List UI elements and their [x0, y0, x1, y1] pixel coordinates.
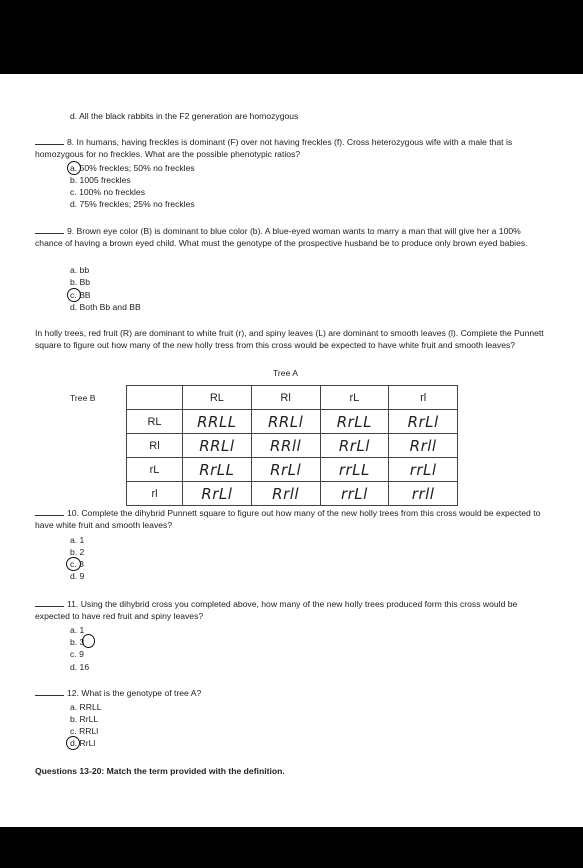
- punnett-corner: [127, 386, 183, 410]
- punnett-cell: rrLl: [320, 482, 389, 506]
- q10-option-d: d. 9: [70, 571, 85, 581]
- punnett-cell: RrLL: [183, 458, 252, 482]
- row-header: Rl: [127, 434, 183, 458]
- q12-option-c: c. RRLl: [70, 726, 99, 736]
- answer-circle: [66, 736, 80, 750]
- q9-text: [35, 225, 549, 250]
- q12-option-a: a. RRLL: [70, 702, 102, 712]
- q11-option-a: a. 1: [70, 625, 85, 635]
- punnett-row: [127, 458, 458, 482]
- punnett-cell: RRLL: [183, 410, 252, 434]
- q7-option-d: d. All the black rabbits in the F2 generation are homozygous: [70, 111, 299, 121]
- q8-option-c: c. 100% no freckles: [70, 187, 145, 197]
- q10-text: [35, 507, 549, 532]
- q12-question: 12. What is the genotype of tree A?: [67, 688, 202, 698]
- answer-blank[interactable]: [35, 598, 64, 607]
- punnett-square: [126, 385, 458, 506]
- q11-option-d: d. 16: [70, 662, 90, 672]
- section-heading: Questions 13-20: Match the term provided with the definition.: [35, 766, 285, 776]
- col-header: rL: [320, 386, 389, 410]
- punnett-cell: RrLl: [320, 434, 389, 458]
- q12-option-d: d. RrLl: [70, 738, 96, 748]
- q11-option-b: b. 3: [70, 637, 85, 647]
- q10-option-c: c. 3: [70, 559, 84, 569]
- q11-option-c: c. 9: [70, 649, 84, 659]
- tree-a-label: Tree A: [273, 368, 298, 378]
- punnett-cell: RrLl: [251, 458, 320, 482]
- answer-blank[interactable]: [35, 507, 64, 516]
- punnett-cell: Rrll: [251, 482, 320, 506]
- row-header: RL: [127, 410, 183, 434]
- row-header: rl: [127, 482, 183, 506]
- q10-option-a: a. 1: [70, 535, 85, 545]
- answer-circle: [82, 634, 95, 648]
- q8-option-a: a. 50% freckles; 50% no freckles: [70, 163, 195, 173]
- q9-option-c: c. BB: [70, 290, 91, 300]
- punnett-cell: rrLL: [320, 458, 389, 482]
- row-header: rL: [127, 458, 183, 482]
- q9-option-b: b. Bb: [70, 277, 91, 287]
- answer-blank[interactable]: [35, 136, 64, 145]
- punnett-cell: RrLL: [320, 410, 389, 434]
- holly-intro: In holly trees, red fruit (R) are dominant to white fruit (r), and spiny leaves (L) are dominant to smooth leaves (l). Complete the Punnett square to figure out how many of the new holly tress from this cross would be expected to have white fruit and smooth leaves?: [35, 328, 544, 351]
- bottom-black-bar: [0, 827, 583, 868]
- top-black-bar: [0, 0, 583, 74]
- punnett-cell: RrLl: [183, 482, 252, 506]
- col-header: RL: [183, 386, 252, 410]
- q11-question: 11. Using the dihybrid cross you completed above, how many of the new holly trees produced form this cross would be expected to have red fruit and spiny leaves?: [35, 599, 518, 622]
- punnett-row: [127, 434, 458, 458]
- answer-blank[interactable]: [35, 225, 64, 234]
- q12-text: [35, 687, 549, 699]
- q12-option-b: b. RrLL: [70, 714, 99, 724]
- q9-option-a: a. bb: [70, 265, 90, 275]
- punnett-cell: RRLl: [183, 434, 252, 458]
- q8-option-d: d. 75% freckles; 25% no freckles: [70, 199, 195, 209]
- col-header: Rl: [251, 386, 320, 410]
- q11-text: [35, 598, 549, 623]
- col-header: rl: [389, 386, 458, 410]
- answer-blank[interactable]: [35, 687, 64, 696]
- punnett-row: [127, 482, 458, 506]
- q9-question: 9. Brown eye color (B) is dominant to blue color (b). A blue-eyed woman wants to marry a man that will give her a 100% chance of having a brown eyed child. What must the genotype of the prospective husband be to produce only brown eyed babies.: [35, 226, 528, 249]
- punnett-cell: rrll: [389, 482, 458, 506]
- q9-option-d: d. Both Bb and BB: [70, 302, 141, 312]
- answer-circle: [67, 288, 81, 302]
- punnett-row: [127, 410, 458, 434]
- punnett-cell: Rrll: [389, 434, 458, 458]
- punnett-cell: rrLl: [389, 458, 458, 482]
- q10-option-b: b. 2: [70, 547, 85, 557]
- answer-circle: [66, 557, 81, 571]
- tree-b-label: Tree B: [70, 393, 96, 403]
- punnett-cell: RrLl: [389, 410, 458, 434]
- punnett-cell: RRLl: [251, 410, 320, 434]
- punnett-header-row: [127, 386, 458, 410]
- q8-text: [35, 136, 549, 161]
- q8-question: 8. In humans, having freckles is dominant (F) over not having freckles (f). Cross heterozygous wife with a male that is homozygous for no freckles. What are the possible phenotypic ratios?: [35, 137, 513, 160]
- q10-question: 10. Complete the dihybrid Punnett square to figure out how many of the new holly trees from this cross would be expected to have white fruit and smooth leaves?: [35, 508, 541, 531]
- q8-option-b: b. 1005 freckles: [70, 175, 131, 185]
- punnett-cell: RRll: [251, 434, 320, 458]
- answer-circle: [67, 161, 81, 175]
